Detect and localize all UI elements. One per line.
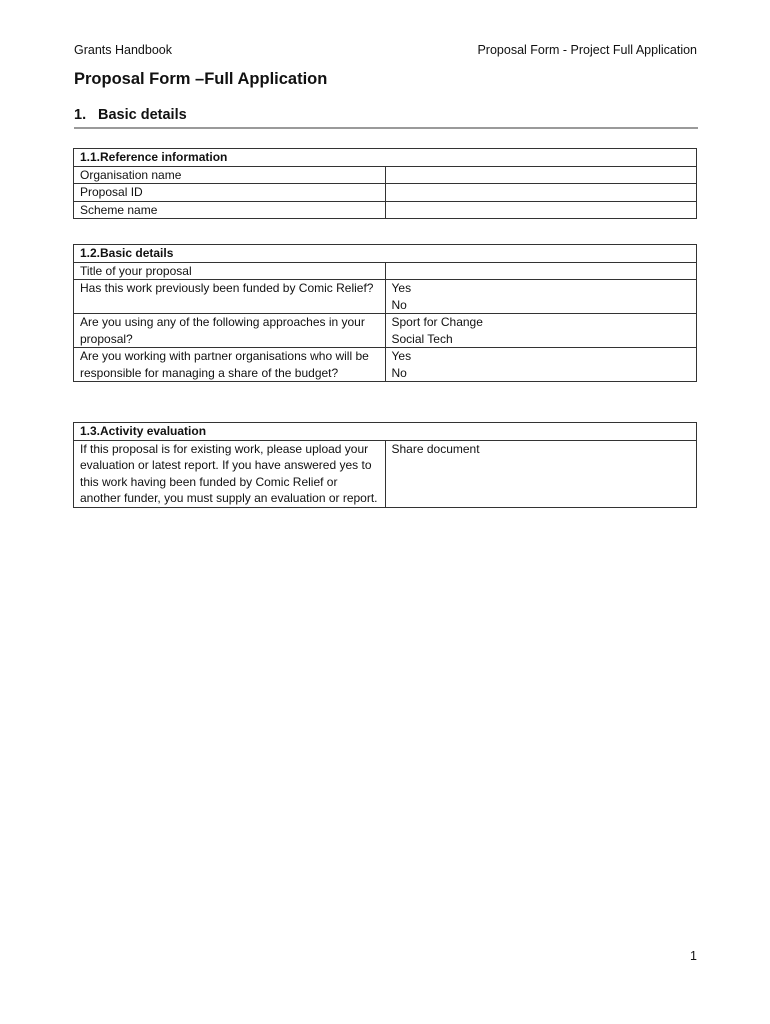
- table-row: [74, 280, 697, 314]
- table-row: [74, 314, 697, 348]
- proposal-id-field[interactable]: [385, 184, 697, 202]
- section-title: Basic details: [98, 107, 187, 123]
- organisation-name-label: Organisation name: [74, 166, 386, 184]
- table-row: [74, 348, 697, 382]
- activity-evaluation-table: [73, 422, 697, 508]
- running-header-left: Grants Handbook: [74, 43, 172, 57]
- section-number: 1.: [74, 107, 87, 123]
- approaches-label: Are you using any of the following approaches in your proposal?: [74, 314, 386, 348]
- table-row: [74, 201, 697, 219]
- partner-organisations-label: Are you working with partner organisations who will be responsible for managing a share of the budget?: [74, 348, 386, 382]
- table-heading: 1.2.Basic details: [74, 245, 697, 263]
- proposal-title-field[interactable]: [385, 262, 697, 280]
- option-no[interactable]: No: [391, 297, 407, 312]
- option-sport-for-change[interactable]: Sport for Change: [391, 315, 483, 329]
- previously-funded-label: Has this work previously been funded by Comic Relief?: [74, 280, 386, 314]
- table-row: [74, 262, 697, 280]
- running-header-right: Proposal Form - Project Full Application: [477, 43, 697, 57]
- table-row: [74, 440, 697, 507]
- evaluation-upload-cell: [385, 440, 697, 507]
- section-heading: [74, 107, 698, 129]
- table-heading: 1.3.Activity evaluation: [74, 423, 697, 441]
- basic-details-table: [73, 244, 697, 382]
- option-social-tech[interactable]: Social Tech: [391, 331, 453, 346]
- option-yes[interactable]: Yes: [391, 281, 412, 295]
- organisation-name-field[interactable]: [385, 166, 697, 184]
- reference-information-table: [73, 148, 697, 219]
- option-yes[interactable]: Yes: [391, 349, 412, 363]
- evaluation-upload-label: If this proposal is for existing work, please upload your evaluation or latest report. If you have answered yes to this work having been funded by Comic Relief or another funder, you must supply an evaluation or report.: [74, 440, 386, 507]
- table-heading: 1.1.Reference information: [74, 149, 697, 167]
- previously-funded-options: [385, 280, 697, 314]
- scheme-name-label: Scheme name: [74, 201, 386, 219]
- page-number: 1: [690, 949, 697, 963]
- page-title: Proposal Form –Full Application: [74, 70, 328, 88]
- proposal-id-label: Proposal ID: [74, 184, 386, 202]
- scheme-name-field[interactable]: [385, 201, 697, 219]
- partner-organisations-options: [385, 348, 697, 382]
- proposal-title-label: Title of your proposal: [74, 262, 386, 280]
- approaches-options: [385, 314, 697, 348]
- option-no[interactable]: No: [391, 365, 407, 380]
- table-row: [74, 184, 697, 202]
- share-document-link[interactable]: Share document: [391, 441, 480, 456]
- table-row: [74, 166, 697, 184]
